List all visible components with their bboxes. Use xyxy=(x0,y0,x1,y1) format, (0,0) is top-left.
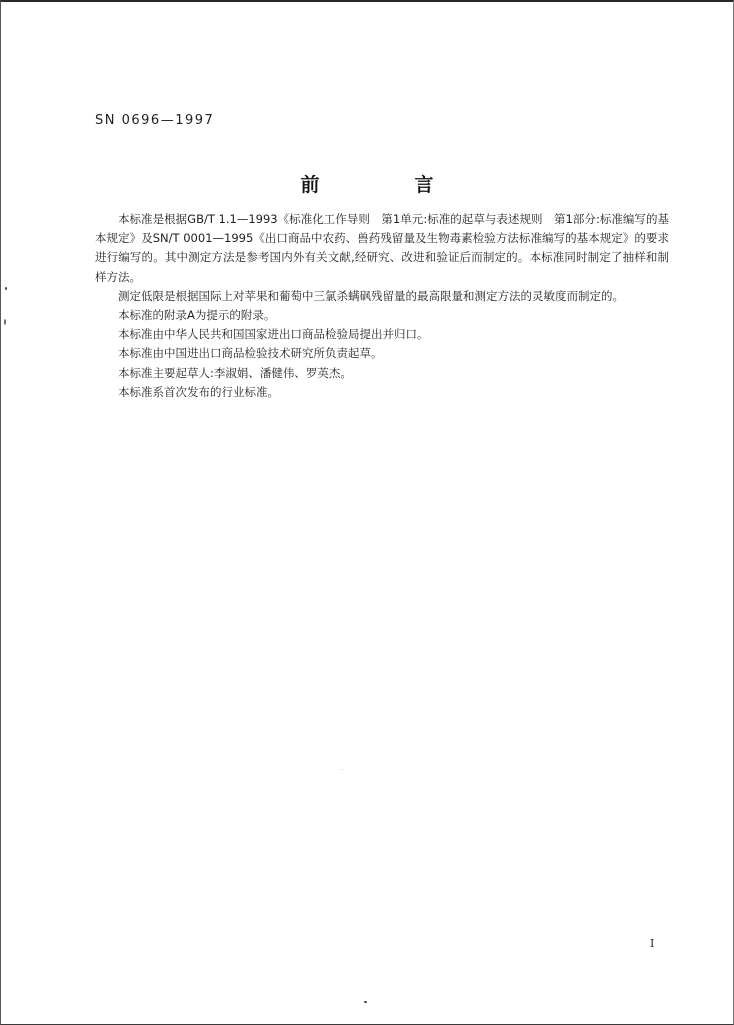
scan-speck xyxy=(342,769,343,770)
paragraph-proposer: 本标准由中华人民共和国国家进出口商品检验局提出并归口。 xyxy=(118,327,429,342)
scan-speck xyxy=(5,287,7,290)
paragraph-first-release: 本标准系首次发布的行业标准。 xyxy=(118,384,279,399)
paragraph-authors: 本标准主要起草人:李淑娟、潘健伟、罗英杰。 xyxy=(118,365,352,380)
foreword-body xyxy=(95,210,669,402)
paragraph-detection-limit: 测定低限是根据国际上对苹果和葡萄中三氯杀螨砜残留量的最高限量和测定方法的灵敏度而制定的。 xyxy=(118,288,624,303)
scan-speck xyxy=(364,1001,367,1003)
paragraph-basis: 本标准是根据GB/T 1.1—1993《标准化工作导则 第1单元:标准的起草与表述规则 第1部分:标准编写的基本规定》及SN/T 0001—1995《出口商品中农药、兽药残留量及生物毒素检验方法标准编写的基本规定》的要求进行编写的。其中测定方法是参考国内外有关文献,经研究、改进和验证后而制定的。本标准同时制定了抽样和制样方法。 xyxy=(95,212,669,284)
page-title: 前 言 xyxy=(300,174,472,196)
paragraph-drafter: 本标准由中国进出口商品检验技术研究所负责起草。 xyxy=(118,346,383,361)
scan-speck xyxy=(4,319,6,325)
paragraph-appendix: 本标准的附录A为提示的附录。 xyxy=(118,308,276,323)
standard-code: SN 0696—1997 xyxy=(95,113,215,128)
page-number: I xyxy=(650,937,655,950)
